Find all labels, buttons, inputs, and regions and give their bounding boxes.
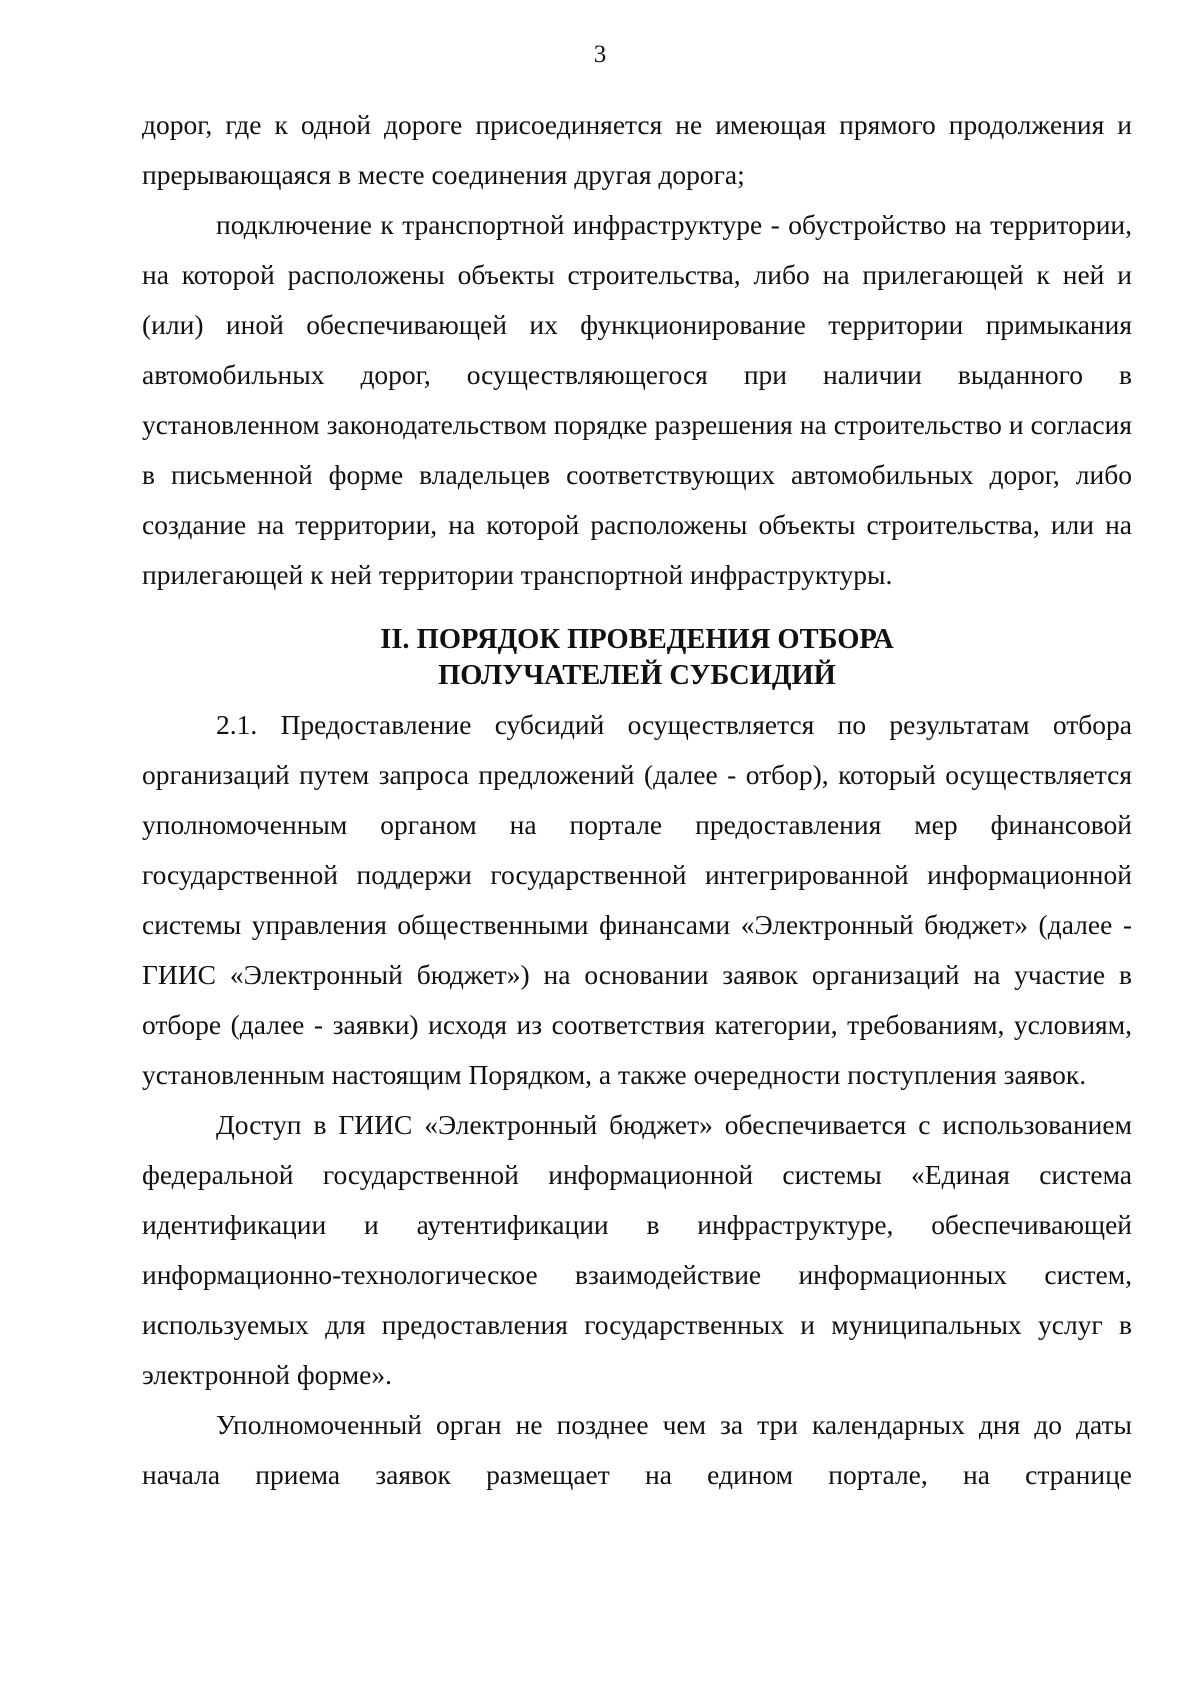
section-heading-line-2: ПОЛУЧАТЕЛЕЙ СУБСИДИЙ (438, 660, 836, 691)
paragraph-connection-definition: подключение к транспортной инфраструктуре - обустройство на территории, на которой расположены объекты строительства, либо на прилегающей к ней и (или) иной обеспечивающей их функционирование территории примыкания автомобильных дорог, осуществляющегося при наличии выданного в установленном законодательством порядке разрешения на строительство и согласия в письменной форме владельцев соответствующих автомобильных дорог, либо создание на территории, на которой расположены объекты строительства, или на прилегающей к ней территории транспортной инфраструктуры. (142, 209, 1132, 590)
section-heading (142, 622, 1132, 694)
paragraph-access: Доступ в ГИИС «Электронный бюджет» обеспечивается с использованием федеральной государственной информационной системы «Единая система идентификации и аутентификации в инфраструктуре, обеспечивающей информационно-технологическое взаимодействие информационных систем, используемых для предоставления государственных и муниципальных услуг в электронной форме». (142, 1109, 1132, 1390)
paragraph-2-1: 2.1. Предоставление субсидий осуществляется по результатам отбора организаций путем запроса предложений (далее - отбор), который осуществляется уполномоченным органом на портале предоставления мер финансовой государственной поддержи государственной интегрированной информационной системы управления общественными финансами «Электронный бюджет» (далее - ГИИС «Электронный бюджет») на основании заявок организаций на участие в отборе (далее - заявки) исходя из соответствия категории, требованиям, условиям, установленным настоящим Порядком, а также очередности поступления заявок. (142, 709, 1132, 1090)
section-heading-line-1: II. ПОРЯДОК ПРОВЕДЕНИЯ ОТБОРА (380, 624, 894, 655)
paragraph-road-definition-end: дорог, где к одной дороге присоединяется не имеющая прямого продолжения и прерывающаяся в месте соединения другая дорога; (142, 109, 1132, 190)
page-number: 3 (593, 41, 607, 68)
document-body (142, 94, 1132, 1500)
paragraph-authorized-body: Уполномоченный орган не позднее чем за три календарных дня до даты начала приема заявок размещает на едином портале, на странице (142, 1409, 1132, 1490)
